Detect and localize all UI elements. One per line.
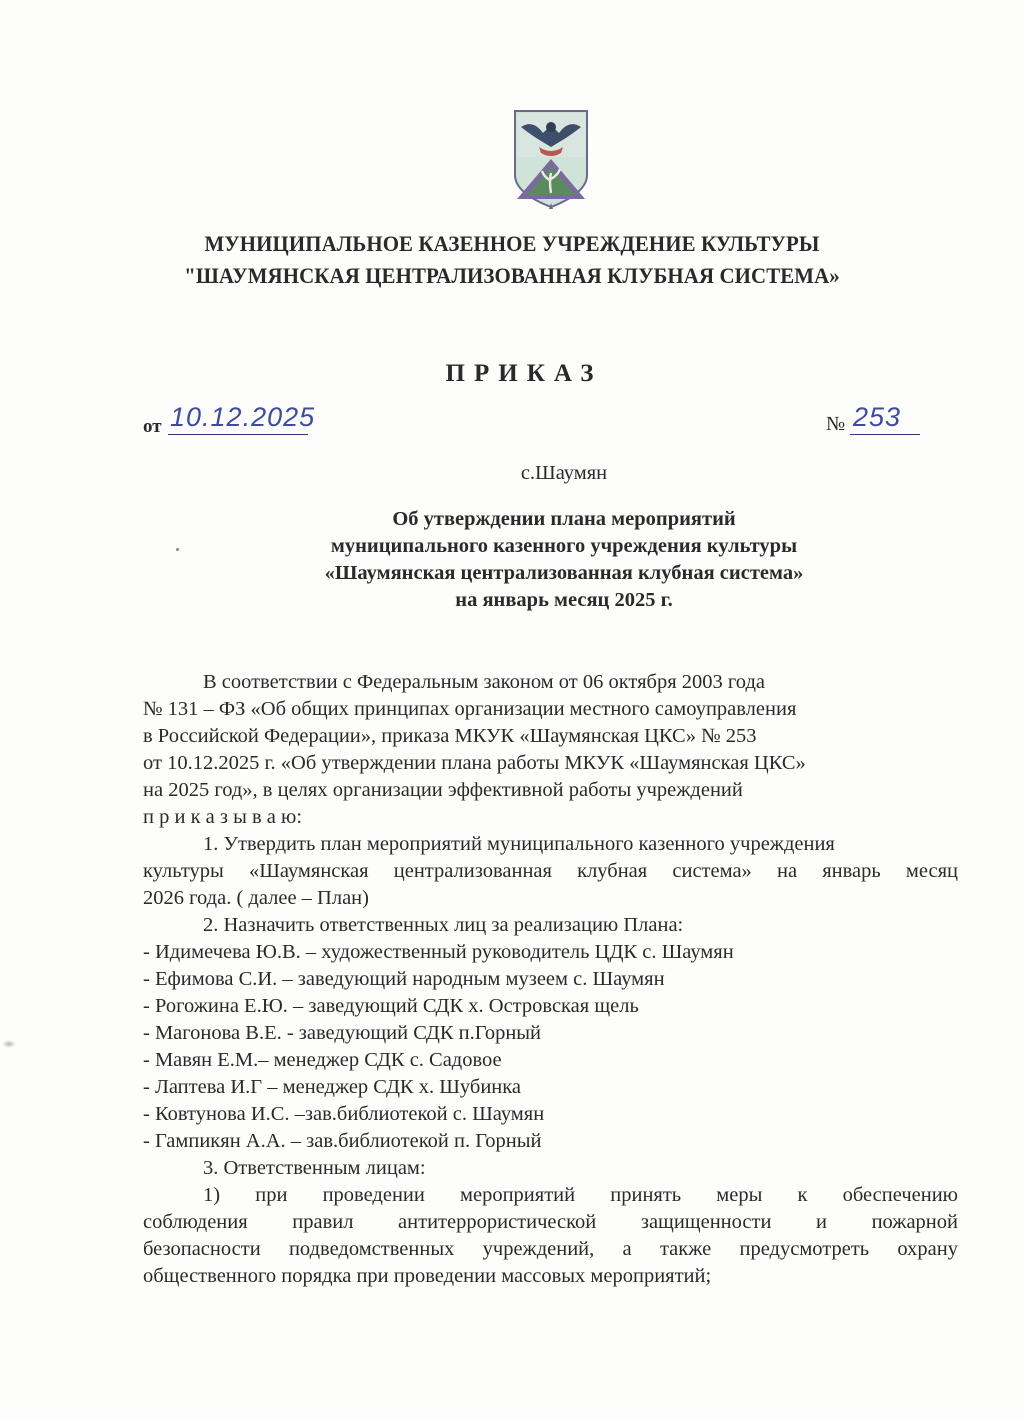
organization-name-line1: МУНИЦИПАЛЬНОЕ КАЗЕННОЕ УЧРЕЖДЕНИЕ КУЛЬТУРЫ — [204, 231, 820, 256]
subject-line-4: на январь месяц 2025 г. — [455, 589, 673, 611]
date-underline — [168, 434, 308, 435]
responsible-person: - Ефимова С.И. – заведующий народным музеем с. Шаумян — [143, 968, 665, 990]
responsible-person: - Магонова В.Е. - заведующий СДК п.Горный — [143, 1022, 542, 1044]
subject-line-3: «Шаумянская централизованная клубная система» — [324, 562, 804, 584]
scan-speck — [2, 1040, 16, 1048]
subject-line-2: муниципального казенного учреждения культуры — [330, 535, 798, 557]
responsible-person: - Идимечева Ю.В. – художественный руководитель ЦДК с. Шаумян — [143, 941, 734, 963]
number-prefix: № — [826, 413, 846, 435]
item1-line: 1. Утвердить план мероприятий муниципального казенного учреждения — [203, 833, 835, 855]
subject-line-1: Об утверждении плана мероприятий — [392, 508, 736, 530]
responsible-person: - Лаптева И.Г – менеджер СДК х. Шубинка — [143, 1076, 522, 1098]
preamble-line: на 2025 год», в целях организации эффективной работы учреждений — [143, 779, 743, 801]
responsible-person: - Мавян Е.М.– менеджер СДК с. Садовое — [143, 1049, 502, 1071]
item1-line: культуры «Шаумянская централизованная клубная система» на январь месяц — [143, 860, 958, 882]
item3-1-line: общественного порядка при проведении массовых мероприятий; — [143, 1265, 712, 1287]
number-underline — [850, 434, 920, 435]
responsible-person: - Гампикян А.А. – зав.библиотекой п. Горный — [143, 1130, 542, 1152]
preamble-line: № 131 – ФЗ «Об общих принципах организации местного самоуправления — [143, 698, 797, 720]
preamble-line: В соответствии с Федеральным законом от 06 октября 2003 года — [203, 671, 765, 693]
scan-dot — [176, 548, 179, 551]
item2-heading: 2. Назначить ответственных лиц за реализацию Плана: — [203, 914, 684, 936]
order-title: ПРИКАЗ — [445, 360, 603, 387]
item1-line: 2026 года. ( далее – План) — [143, 887, 369, 909]
coat-of-arms-emblem — [511, 107, 591, 209]
responsible-person: - Рогожина Е.Ю. – заведующий СДК х. Островская щель — [143, 995, 639, 1017]
date-prefix: от — [143, 416, 162, 437]
order-date-handwritten: 10.12.2025 — [170, 402, 316, 432]
organization-name-line2: "ШАУМЯНСКАЯ ЦЕНТРАЛИЗОВАННАЯ КЛУБНАЯ СИСТЕМА» — [184, 263, 840, 288]
preamble-line: в Российской Федерации», приказа МКУК «Шаумянская ЦКС» № 253 — [143, 725, 757, 747]
item3-heading: 3. Ответственным лицам: — [203, 1157, 426, 1179]
order-verb: п р и к а з ы в а ю: — [143, 806, 303, 828]
order-number-handwritten: 253 — [853, 402, 902, 432]
preamble-line: от 10.12.2025 г. «Об утверждении плана работы МКУК «Шаумянская ЦКС» — [143, 752, 806, 774]
order-place: с.Шаумян — [520, 462, 608, 484]
item3-1-line: безопасности подведомственных учреждений, а также предусмотреть охрану — [143, 1238, 958, 1260]
item3-1-line: 1) при проведении мероприятий принять меры к обеспечению — [203, 1184, 958, 1206]
responsible-person: - Ковтунова И.С. –зав.библиотекой с. Шаумян — [143, 1103, 545, 1125]
item3-1-line: соблюдения правил антитеррористической защищенности и пожарной — [143, 1211, 958, 1233]
